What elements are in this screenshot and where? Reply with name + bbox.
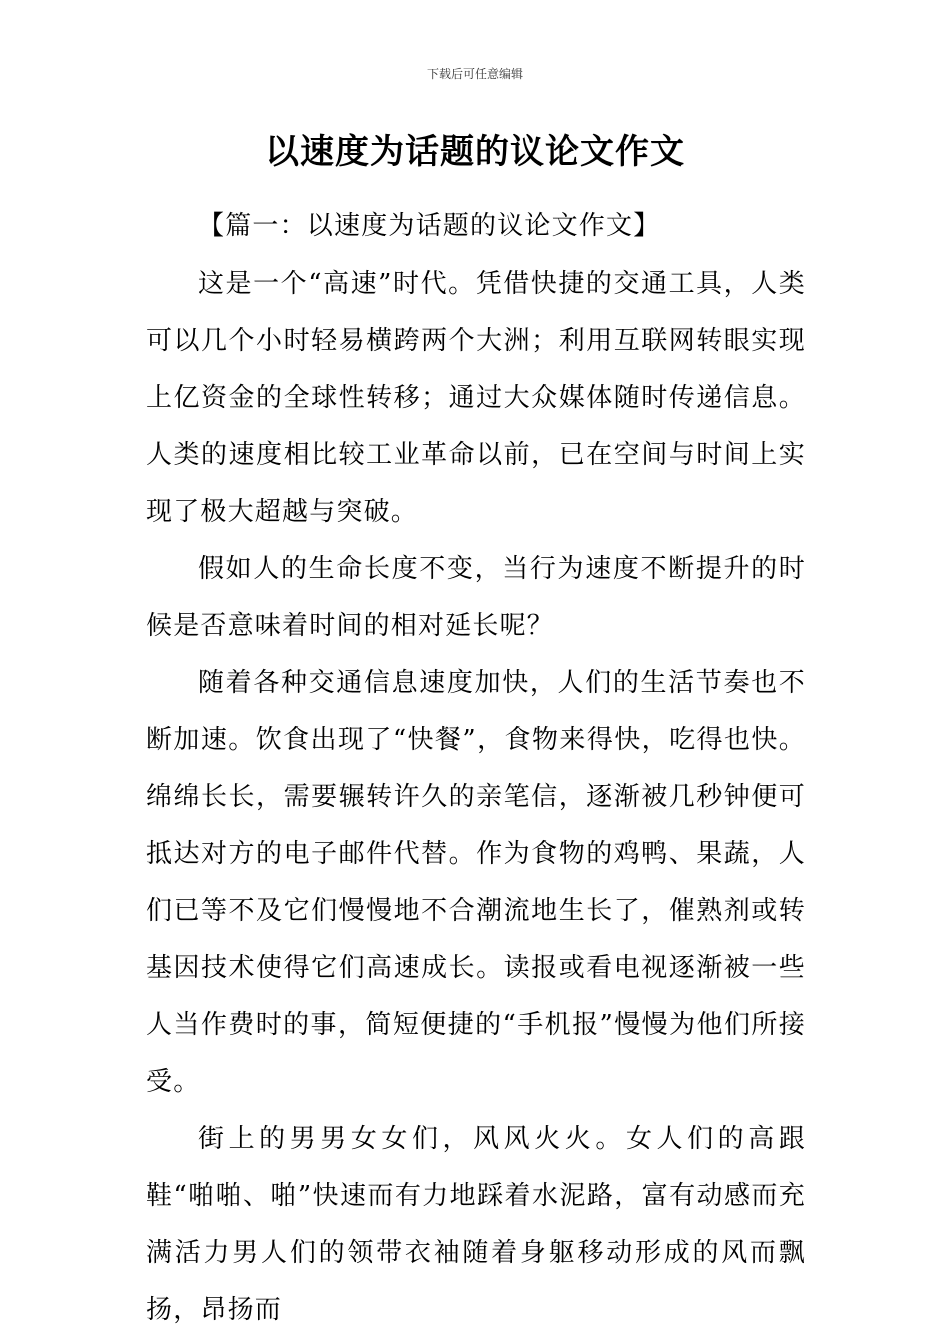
document-title: 以速度为话题的议论文作文 bbox=[265, 132, 685, 172]
paragraph: 这是一个“高速”时代。凭借快捷的交通工具，人类可以几个小时轻易横跨两个大洲；利用互联网转眼实现上亿资金的全球性转移；通过大众媒体随时传递信息。人类的速度相比较工业革命以前，已在空间与时间上实现了极大超越与突破。 bbox=[146, 269, 806, 527]
paragraph: 假如人的生命长度不变，当行为速度不断提升的时候是否意味着时间的相对延长呢？ bbox=[146, 554, 806, 641]
paragraph: 街上的男男女女们，风风火火。女人们的高跟鞋“啪啪、啪”快速而有力地踩着水泥路，富有动感而充满活力男人们的领带衣袖随着身躯移动形成的风而飘扬，昂扬而 bbox=[146, 1124, 806, 1325]
paragraph: 随着各种交通信息速度加快，人们的生活节奏也不断加速。饮食出现了“快餐”，食物来得快，吃得也快。绵绵长长，需要辗转许久的亲笔信，逐渐被几秒钟便可抵达对方的电子邮件代替。作为食物的鸡鸭、果蔬，人们已等不及它们慢慢地不合潮流地生长了，催熟剂或转基因技术使得它们高速成长。读报或看电视逐渐被一些人当作费时的事，简短便捷的“手机报”慢慢为他们所接受。 bbox=[146, 668, 806, 1097]
section-heading: 【篇一：以速度为话题的议论文作文】 bbox=[198, 211, 661, 241]
document-body bbox=[146, 198, 806, 1339]
header-note: 下载后可任意编辑 bbox=[426, 67, 523, 81]
